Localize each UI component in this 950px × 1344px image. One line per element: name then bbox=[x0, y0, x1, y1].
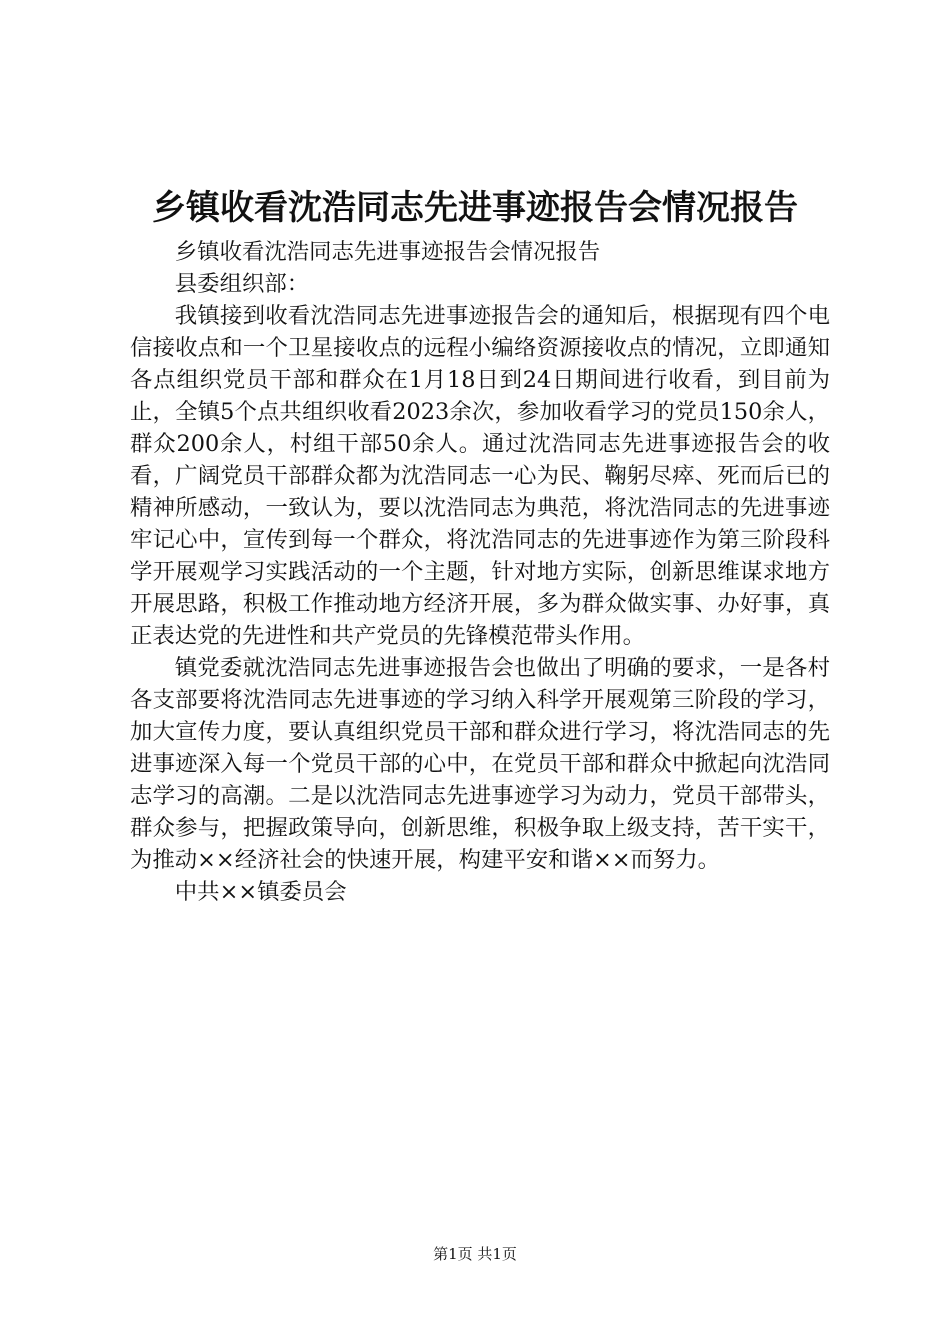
document-body bbox=[130, 236, 830, 908]
body-paragraph-2: 镇党委就沈浩同志先进事迹报告会也做出了明确的要求，一是各村各支部要将沈浩同志先进事迹的学习纳入科学开展观第三阶段的学习，加大宣传力度，要认真组织党员干部和群众进行学习，将沈浩同志的先进事迹深入每一个党员干部的心中，在党员干部和群众中掀起向沈浩同志学习的高潮。二是以沈浩同志先进事迹学习为动力，党员干部带头，群众参与，把握政策导向，创新思维，积极争取上级支持，苦干实干，为推动××经济社会的快速开展，构建平安和谐××而努力。 bbox=[130, 655, 830, 873]
signature-line: 中共××镇委员会 bbox=[174, 879, 347, 905]
page-footer: 第1页 共1页 bbox=[433, 1245, 517, 1263]
document-title: 乡镇收看沈浩同志先进事迹报告会情况报告 bbox=[152, 188, 798, 228]
body-paragraph-1: 我镇接到收看沈浩同志先进事迹报告会的通知后，根据现有四个电信接收点和一个卫星接收点的远程小编络资源接收点的情况，立即通知各点组织党员干部和群众在1月18日到24日期间进行收看，到目前为止，全镇5个点共组织收看2023余次，参加收看学习的党员150余人，群众200余人，村组干部50余人。通过沈浩同志先进事迹报告会的收看，广阔党员干部群众都为沈浩同志一心为民、鞠躬尽瘁、死而后已的精神所感动，一致认为，要以沈浩同志为典范，将沈浩同志的先进事迹牢记心中，宣传到每一个群众，将沈浩同志的先进事迹作为第三阶段科学开展观学习实践活动的一个主题，针对地方实际，创新思维谋求地方开展思路，积极工作推动地方经济开展，多为群众做实事、办好事，真正表达党的先进性和共产党员的先锋模范带头作用。 bbox=[130, 303, 830, 649]
recipient-line: 县委组织部： bbox=[174, 271, 310, 297]
document-subtitle: 乡镇收看沈浩同志先进事迹报告会情况报告 bbox=[174, 239, 601, 265]
